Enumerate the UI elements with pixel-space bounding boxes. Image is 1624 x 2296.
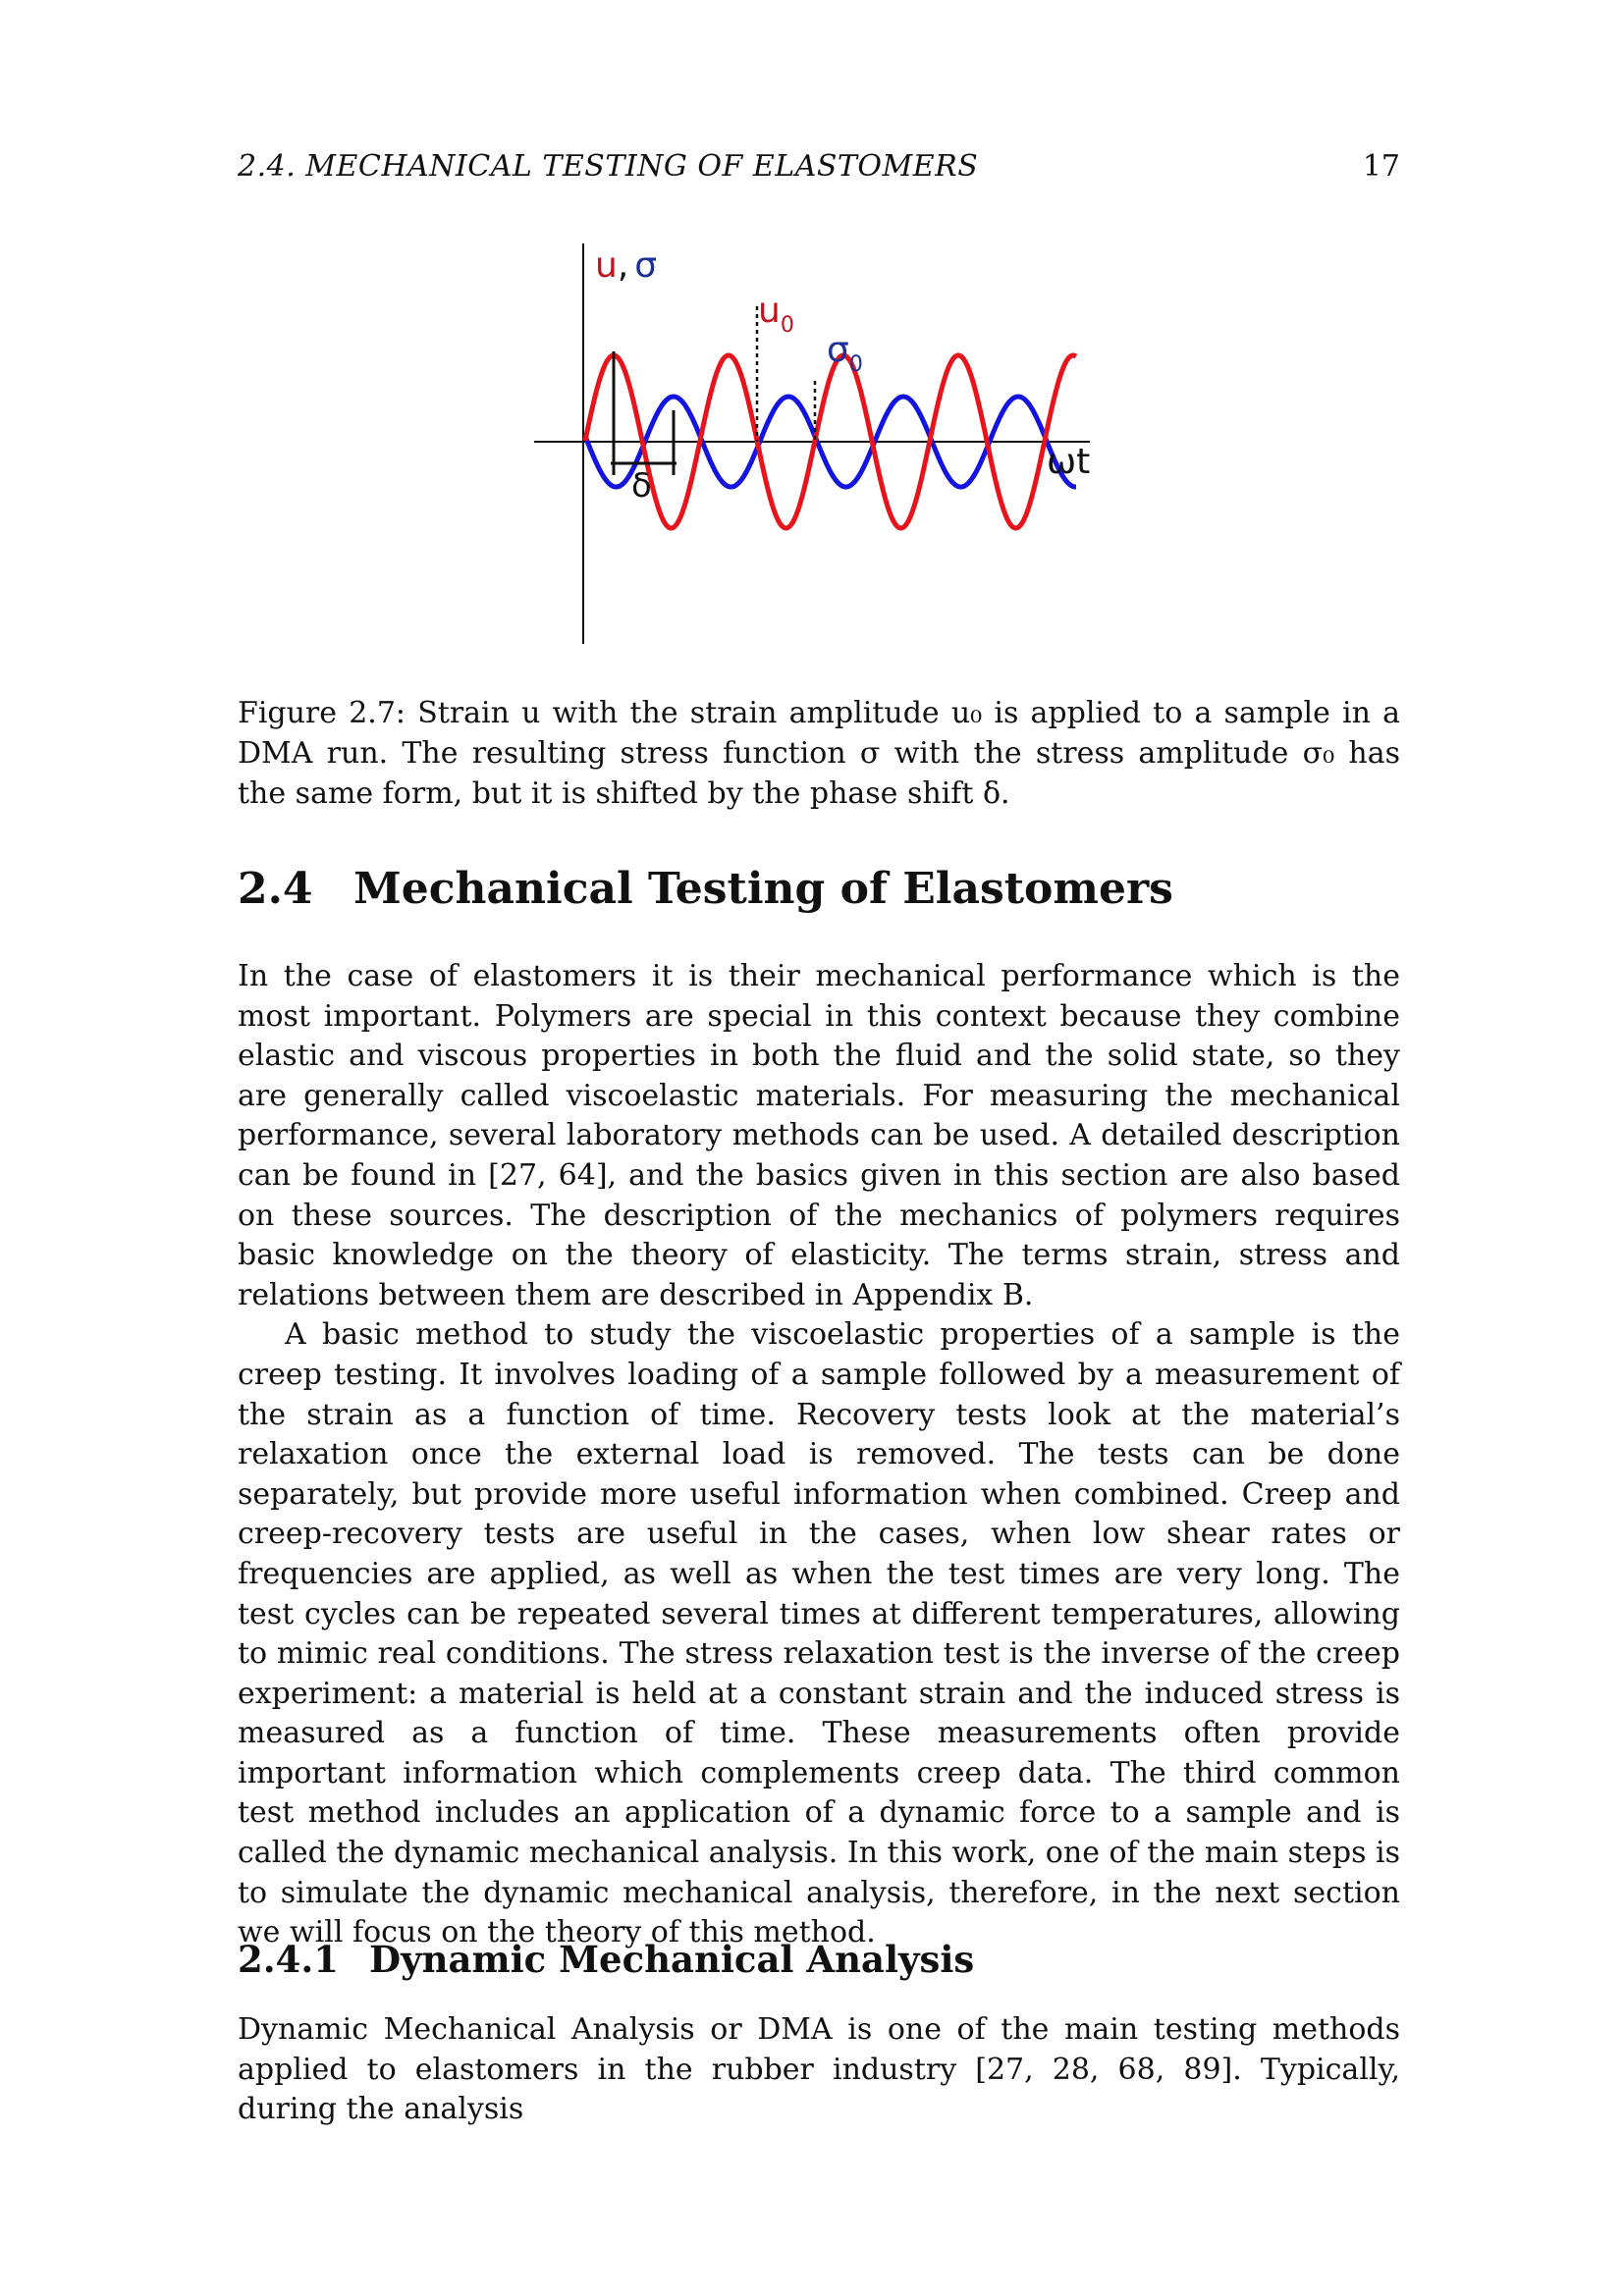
running-head bbox=[238, 149, 1400, 190]
page-number: 17 bbox=[1362, 149, 1400, 184]
figure-2-7 bbox=[530, 234, 1100, 656]
sigma0-subscript: 0 bbox=[848, 352, 863, 377]
sigma0-label: σ bbox=[827, 330, 849, 370]
svg-text:u0 bbox=[758, 291, 794, 338]
paragraph: Dynamic Mechanical Analysis or DMA is one of the main testing methods applied to elastomers in the rubber industry [27, 28, 68, 89]. Typically, during the analysis bbox=[238, 2012, 1400, 2127]
paragraph: A basic method to study the viscoelastic properties of a sample is the creep testing. It involves loading of a sample followed by a measurement of the strain as a function of time. Recovery tests look at the material’s relaxation once the external load is removed. The tests can be done separately, but provide more useful information when combined. Creep and creep-recovery tests are useful in the cases, when low shear rates or frequencies are applied, as well as when the test times are very long. The test cycles can be repeated several times at different temperatures, allowing to mimic real conditions. The stress relaxation test is the inverse of the creep experiment: a material is held at a constant strain and the induced stress is measured as a function of time. These measurements often provide important information which complements creep data. The third common test method includes an application of a dynamic force to a sample and is called the dynamic mechanical analysis. In this work, one of the main steps is to simulate the dynamic mechanical analysis, therefore, in the next section we will focus on the theory of this method. bbox=[238, 1317, 1400, 1950]
axis-label-comma: , bbox=[617, 245, 629, 286]
figure-caption bbox=[238, 693, 1400, 814]
section-number: 2.4 bbox=[238, 864, 313, 914]
svg-text:σ0 bbox=[827, 330, 863, 377]
u0-label: u bbox=[758, 291, 781, 331]
axis-label-sigma: σ bbox=[634, 245, 658, 286]
section-title: Mechanical Testing of Elastomers bbox=[353, 864, 1173, 914]
axis-label-omega-t: ωt bbox=[1047, 442, 1091, 482]
section-heading bbox=[238, 864, 1400, 914]
paragraph: In the case of elastomers it is their mechanical performance which is the most important. Polymers are special in this context because they combine elastic and viscous properties in both the fluid and the solid state, so they are generally called viscoelastic materials. For measuring the mechanical performance, several laboratory methods can be used. A detailed description can be found in [27, 64], and the basics given in this section are also based on these sources. The description of the mechanics of polymers requires basic knowledge on the theory of elasticity. The terms strain, stress and relations between them are described in Appendix B. bbox=[238, 959, 1400, 1312]
section-body bbox=[238, 957, 1400, 1953]
figure-plot bbox=[530, 234, 1100, 656]
running-head-title: 2.4. MECHANICAL TESTING OF ELASTOMERS bbox=[238, 149, 979, 184]
svg-text:u,σ bbox=[595, 245, 657, 286]
axis-label-u: u bbox=[595, 245, 618, 286]
subsection-number: 2.4.1 bbox=[238, 1938, 339, 1981]
subsection-heading bbox=[238, 1938, 1400, 1981]
u0-subscript: 0 bbox=[780, 313, 794, 338]
delta-label: δ bbox=[631, 466, 652, 506]
subsection-title: Dynamic Mechanical Analysis bbox=[369, 1938, 975, 1981]
subsection-body bbox=[238, 2010, 1400, 2130]
caption-text: Figure 2.7: Strain u with the strain amplitude u₀ is applied to a sample in a DMA run. The resulting stress function σ with the stress amplitude σ₀ has the same form, but it is shifted by the phase shift δ. bbox=[238, 696, 1400, 811]
